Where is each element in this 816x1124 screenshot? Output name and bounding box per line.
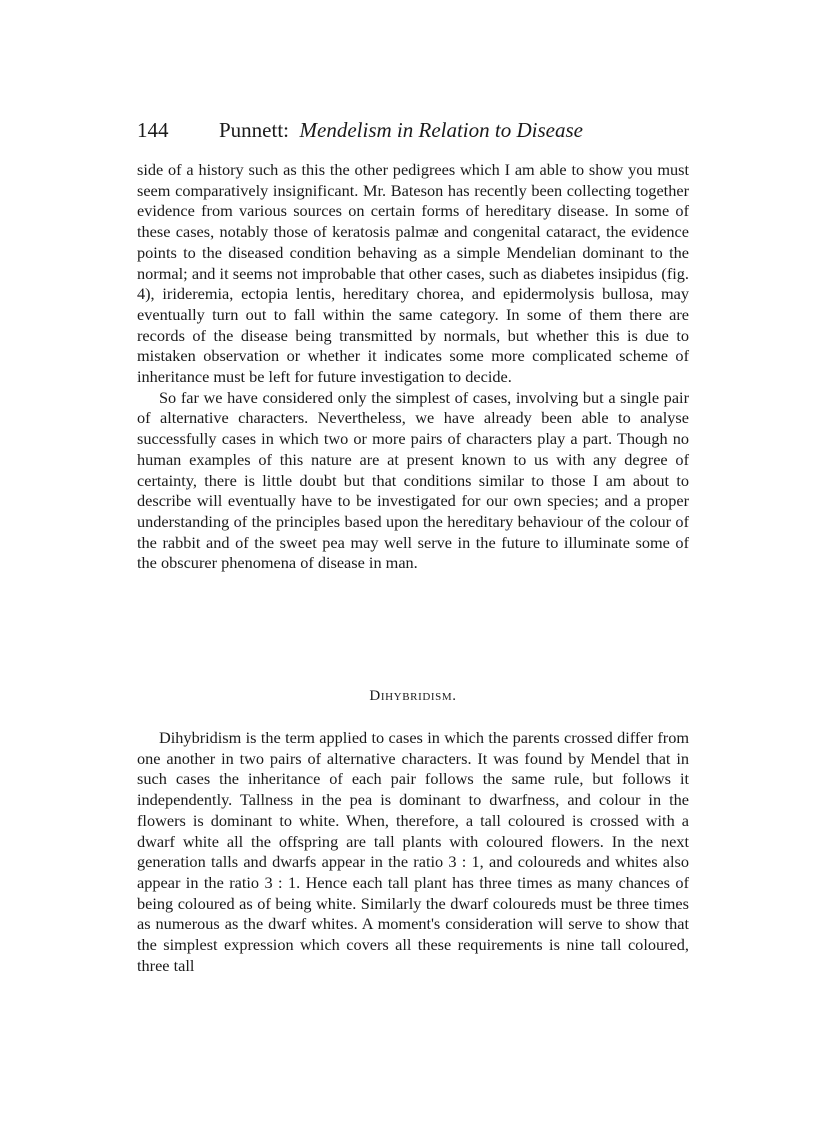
header-separator: : <box>283 118 290 142</box>
paragraph: Dihybridism is the term applied to cases in which the parents crossed differ from one another in two pairs of alternative characters. It was found by Mendel that in such cases the inheritance of each pair follows the same rule, but follows it independently. Tallness in the pea is dominant to dwarfness, and colour in the flowers is dominant to white. When, therefore, a tall coloured is crossed with a dwarf white all the offspring are tall plants with coloured flowers. In the next generation talls and dwarfs appear in the ratio 3 : 1, and coloureds and whites also appear in the ratio 3 : 1. Hence each tall plant has three times as many chances of being coloured as of being white. Similarly the dwarf coloureds must be three times as numerous as the dwarf whites. A moment's consideration will serve to show that the simplest expression which covers all these requirements is nine tall coloured, three tall <box>137 728 689 975</box>
page-number: 144 <box>137 118 169 142</box>
running-title: Mendelism in Relation to Disease <box>299 118 583 142</box>
paragraph: So far we have considered only the simplest of cases, involving but a single pair of alternative characters. Nevertheless, we have already been able to analyse successfully cases in which two or more pairs of characters play a part. Though no human examples of this nature are at present known to us with any degree of certainty, there is little doubt but that conditions similar to those I am about to describe will eventually have to be investigated for our own species; and a proper understanding of the principles based upon the hereditary behaviour of the colour of the rabbit and of the sweet pea may well serve in the future to illuminate some of the obscurer phenomena of disease in man. <box>137 387 689 573</box>
paragraph-continued: side of a history such as this the other pedigrees which I am able to show you must seem comparatively insignificant. Mr. Bateson has recently been collecting together evidence from various sources on certain forms of hereditary disease. In some of these cases, notably those of keratosis palmæ and congenital cataract, the evidence points to the diseased condition behaving as a simple Mendelian dominant to the normal; and it seems not improbable that other cases, such as diabetes insipidus (fig. 4), irideremia, ectopia lentis, hereditary chorea, and epidermolysis bullosa, may eventually turn out to fall within the same category. In some of them there are records of the disease being transmitted by normals, but whether this is due to mistaken observation or whether it indicates some more complicated scheme of inheritance must be left for future investigation to decide. <box>137 160 689 387</box>
text-block-bottom <box>137 728 689 976</box>
text-block-top <box>137 160 689 574</box>
running-header <box>137 116 697 144</box>
author-name: Punnett <box>219 118 284 142</box>
section-heading: Dihybridism. <box>369 688 457 704</box>
